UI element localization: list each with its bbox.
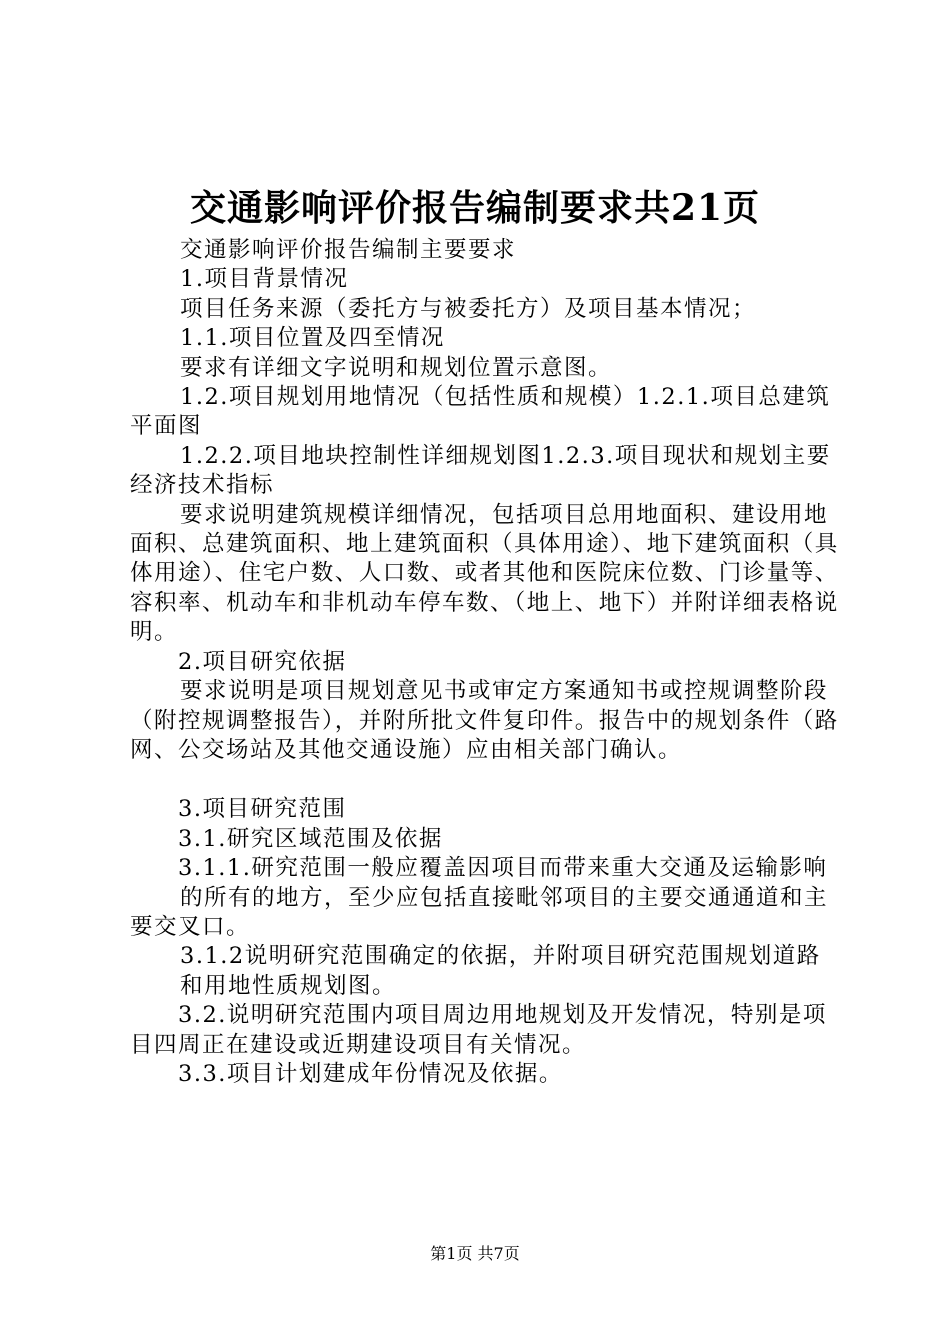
document-title: 交通影响评价报告编制要求共21页 [189, 187, 761, 229]
paragraph: 项目任务来源（委托方与被委托方）及项目基本情况； [180, 295, 757, 322]
document-body [130, 236, 846, 1089]
heading-3-1-1: 3.1.1.研究范围一般应覆盖因项目而带来重大交通及运输影响 [178, 855, 828, 882]
paragraph: 要求有详细文字说明和规划位置示意图。 [180, 354, 613, 381]
paragraph: 要求说明建筑规模详细情况，包括项目总用地面积、建设用地面积、总建筑面积、地上建筑面积（具体用途）、地下建筑面积（具体用途）、住宅户数、人口数、或者其他和医院床位数、门诊量等、容积率、机动车和非机动车停车数、（地上、地下）并附详细表格说明。 [130, 501, 839, 646]
heading-1-1: 1.1.项目位置及四至情况 [180, 325, 445, 352]
heading-3-1-2: 3.1.2说明研究范围确定的依据，并附项目研究范围规划道路 [180, 943, 821, 970]
paragraph: 的所有的地方，至少应包括直接毗邻项目的主要交通通道和主要交叉口。 [130, 884, 829, 940]
heading-2: 2.项目研究依据 [178, 648, 347, 675]
heading-1: 1.项目背景情况 [180, 266, 349, 293]
paragraph: 和用地性质规划图。 [180, 972, 397, 999]
heading-3: 3.项目研究范围 [178, 796, 347, 823]
heading-3-1: 3.1.研究区域范围及依据 [178, 825, 443, 852]
heading-1-2: 1.2.项目规划用地情况（包括性质和规模）1.2.1.项目总建筑平面图 [130, 384, 831, 440]
heading-3-2: 3.2.说明研究范围内项目周边用地规划及开发情况，特别是项目四周正在建设或近期建设项目有关情况。 [130, 1002, 827, 1058]
paragraph-gap [130, 765, 846, 795]
paragraph: 要求说明是项目规划意见书或审定方案通知书或控规调整阶段（附控规调整报告），并附所批文件复印件。报告中的规划条件（路网、公交场站及其他交通设施）应由相关部门确认。 [130, 678, 839, 763]
page-footer: 第1页 共7页 [430, 1244, 520, 1263]
heading-3-3: 3.3.项目计划建成年份情况及依据。 [178, 1060, 563, 1087]
paragraph-subtitle: 交通影响评价报告编制主要要求 [180, 237, 517, 263]
heading-1-2-2: 1.2.2.项目地块控制性详细规划图1.2.3.项目现状和规划主要经济技术指标 [130, 442, 831, 499]
